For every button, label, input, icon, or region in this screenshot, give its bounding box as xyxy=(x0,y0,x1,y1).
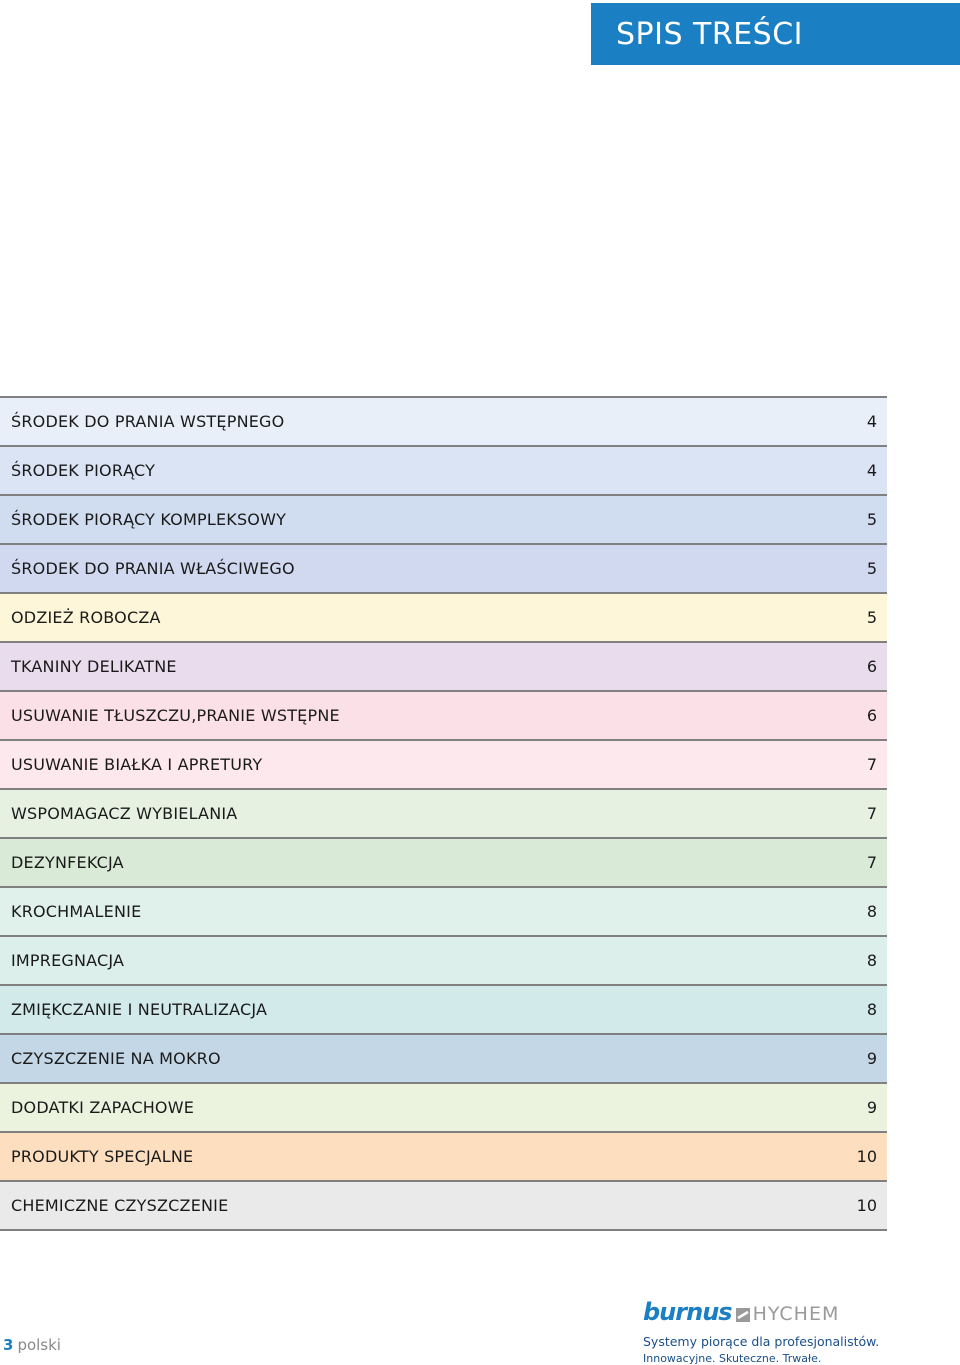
toc-row xyxy=(0,1084,887,1133)
toc-item-page: 6 xyxy=(866,657,877,676)
toc-item-label: IMPREGNACJA xyxy=(11,951,125,970)
toc-row xyxy=(0,937,887,986)
tagline: Systemy piorące dla profesjonalistów. xyxy=(643,1334,880,1349)
logo-mark-icon xyxy=(736,1307,750,1321)
toc-row xyxy=(0,790,887,839)
toc-item-label: ŚRODEK PIORĄCY xyxy=(11,461,156,480)
toc-item-page: 10 xyxy=(856,1147,877,1166)
toc-item-page: 4 xyxy=(866,412,877,431)
toc-item-page: 5 xyxy=(866,608,877,627)
toc-item-label: CHEMICZNE CZYSZCZENIE xyxy=(11,1196,229,1215)
toc-item-page: 7 xyxy=(866,804,877,823)
toc-item-label: WSPOMAGACZ WYBIELANIA xyxy=(11,804,238,823)
toc-row xyxy=(0,839,887,888)
toc-item-label: ODZIEŻ ROBOCZA xyxy=(11,608,161,627)
toc-item-label: KROCHMALENIE xyxy=(11,902,142,921)
toc-row xyxy=(0,1182,887,1231)
logo-sub-text: HYCHEM xyxy=(752,1303,840,1325)
page-footer xyxy=(3,1336,61,1354)
toc-item-label: CZYSZCZENIE NA MOKRO xyxy=(11,1049,221,1068)
toc-row xyxy=(0,1133,887,1182)
toc-row xyxy=(0,398,887,447)
toc-row xyxy=(0,1035,887,1084)
toc-item-page: 5 xyxy=(866,559,877,578)
toc-row xyxy=(0,692,887,741)
logo-brand-text: burnus xyxy=(643,1298,732,1326)
toc-item-page: 8 xyxy=(866,1000,877,1019)
toc-item-label: ŚRODEK DO PRANIA WSTĘPNEGO xyxy=(11,412,285,431)
title-banner xyxy=(591,3,960,65)
toc-item-label: DEZYNFEKCJA xyxy=(11,853,124,872)
slogan: Innowacyjne. Skuteczne. Trwałe. xyxy=(643,1352,822,1365)
toc-item-page: 5 xyxy=(866,510,877,529)
toc-item-page: 10 xyxy=(856,1196,877,1215)
toc-row xyxy=(0,545,887,594)
toc-row xyxy=(0,594,887,643)
toc-row xyxy=(0,496,887,545)
toc-row xyxy=(0,986,887,1035)
toc-item-label: DODATKI ZAPACHOWE xyxy=(11,1098,195,1117)
page-title: SPIS TREŚCI xyxy=(616,16,804,52)
toc-item-label: USUWANIE TŁUSZCZU,PRANIE WSTĘPNE xyxy=(11,706,340,725)
toc-item-page: 9 xyxy=(866,1049,877,1068)
toc-item-label: ŚRODEK DO PRANIA WŁAŚCIWEGO xyxy=(11,559,295,578)
brand-logo xyxy=(643,1296,903,1324)
toc-item-label: ZMIĘKCZANIE I NEUTRALIZACJA xyxy=(11,1000,268,1019)
toc-row xyxy=(0,643,887,692)
toc-item-page: 4 xyxy=(866,461,877,480)
toc-item-label: PRODUKTY SPECJALNE xyxy=(11,1147,194,1166)
page-number: 3 xyxy=(3,1336,14,1354)
toc-item-label: TKANINY DELIKATNE xyxy=(11,657,177,676)
toc-item-page: 8 xyxy=(866,902,877,921)
brand-logo-block xyxy=(643,1296,903,1365)
table-of-contents xyxy=(0,396,887,1231)
toc-item-page: 7 xyxy=(866,755,877,774)
toc-item-label: USUWANIE BIAŁKA I APRETURY xyxy=(11,755,263,774)
toc-item-page: 8 xyxy=(866,951,877,970)
toc-row xyxy=(0,741,887,790)
toc-item-page: 9 xyxy=(866,1098,877,1117)
toc-row xyxy=(0,888,887,937)
toc-row xyxy=(0,447,887,496)
language-label: polski xyxy=(17,1336,61,1354)
toc-item-page: 7 xyxy=(866,853,877,872)
toc-item-page: 6 xyxy=(866,706,877,725)
toc-item-label: ŚRODEK PIORĄCY KOMPLEKSOWY xyxy=(11,510,287,529)
